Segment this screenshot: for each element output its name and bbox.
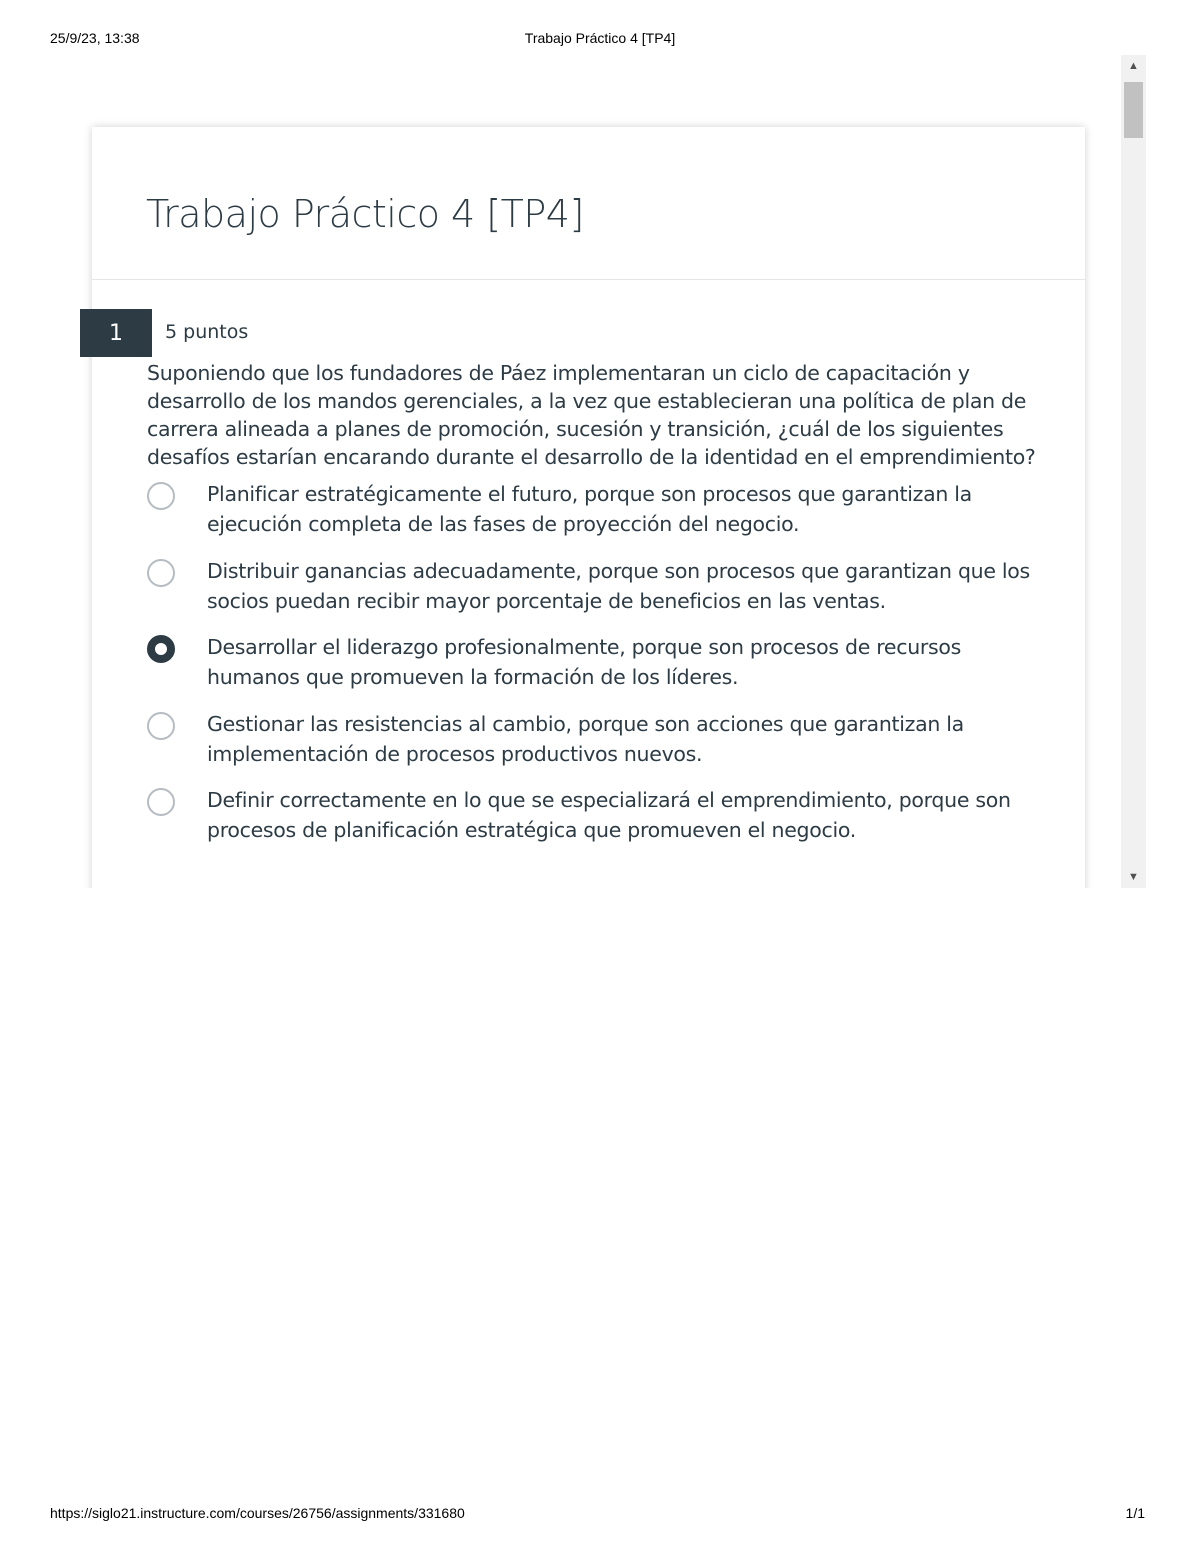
answer-option-label[interactable]: Planificar estratégicamente el futuro, porque son procesos que garantizan la ejecución completa de las fases de proyección del negocio. [207,482,972,536]
radio-button[interactable] [147,559,175,587]
print-page-title: Trabajo Práctico 4 [TP4] [524,30,676,46]
quiz-header [92,127,1085,280]
answer-option[interactable] [145,632,1065,709]
print-footer [0,1505,1200,1525]
answer-option-label[interactable]: Gestionar las resistencias al cambio, porque son acciones que garantizan la implementación de procesos productivos nuevos. [207,711,964,766]
print-header [0,30,1200,50]
radio-button[interactable] [147,788,175,816]
question-number-badge: 1 [80,309,152,357]
scroll-down-arrow-icon[interactable]: ▼ [1128,871,1139,883]
vertical-scrollbar[interactable] [1121,55,1146,888]
print-url: https://siglo21.instructure.com/courses/26756/assignments/331680 [50,1505,465,1521]
answer-option-label[interactable]: Desarrollar el liderazgo profesionalmente, porque son procesos de recursos humanos que promueven la formación de los líderes. [207,635,962,689]
page-title: Trabajo Práctico 4 [TP4] [146,192,584,236]
answer-option[interactable] [145,709,1065,786]
radio-button[interactable] [147,482,175,510]
radio-button[interactable] [147,712,175,740]
question-points: 5 puntos [165,321,249,343]
scroll-up-arrow-icon[interactable]: ▲ [1128,60,1139,72]
answer-option[interactable] [145,785,1065,862]
print-datetime: 25/9/23, 13:38 [50,30,140,46]
scrollbar-thumb[interactable] [1124,82,1143,138]
answer-option[interactable] [145,479,1065,556]
answer-option-label[interactable]: Distribuir ganancias adecuadamente, porque son procesos que garantizan que los socios puedan recibir mayor porcentaje de beneficios en las ventas. [207,558,1030,613]
question-text: Suponiendo que los fundadores de Páez implementaran un ciclo de capacitación y desarrollo de los mandos gerenciales, a la vez que establecieran una política de plan de carrera alineada a planes de promoción, sucesión y transición, ¿cuál de los siguientes desafíos estarían encarando durante el desarrollo de la identidad en el emprendimiento? [147,361,1036,469]
radio-button[interactable] [147,635,175,663]
answer-options [145,479,1065,862]
answer-option[interactable] [145,556,1065,633]
page-viewport [0,55,1200,888]
answer-option-label[interactable]: Definir correctamente en lo que se especializará el emprendimiento, porque son procesos de planificación estratégica que promueven el negocio. [207,788,1011,842]
print-page-number: 1/1 [1125,1505,1145,1521]
